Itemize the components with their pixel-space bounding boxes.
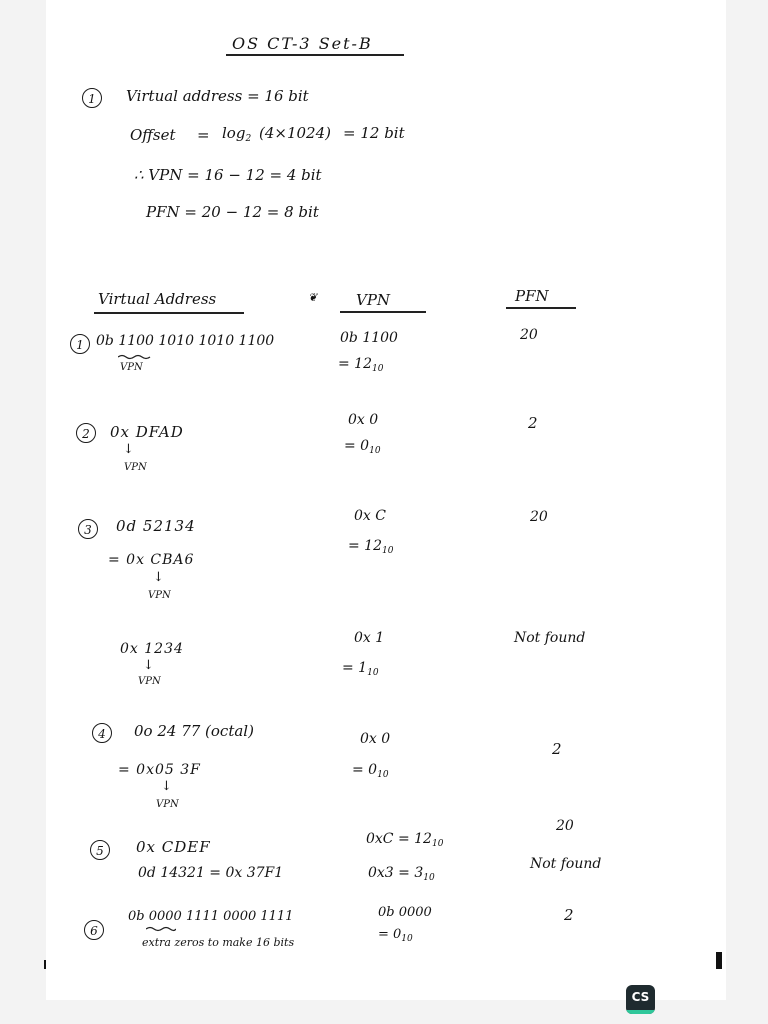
- row6-vpn-base: 10: [401, 934, 413, 944]
- q1-pfn-line: PFN = 20 − 12 = 8 bit: [146, 203, 319, 221]
- title-underline: [226, 54, 404, 56]
- row4-arrow: ↓: [161, 779, 172, 794]
- q1-offset-log: $\log_2$: [222, 124, 252, 144]
- row5-pfn2: Not found: [530, 856, 602, 872]
- row1-virtual-address: 0b 1100 1010 1010 1100: [96, 333, 275, 349]
- row1-squiggle: [118, 354, 152, 360]
- row1-vpn-line1: 0b 1100: [340, 330, 398, 346]
- row3-arrow: ↓: [153, 570, 164, 585]
- row4-vpn-note: VPN: [156, 799, 179, 810]
- row3b-vpn-note: VPN: [138, 676, 161, 687]
- row6-vpn-line1: 0b 0000: [378, 905, 432, 920]
- row1-vpn-base: 10: [372, 364, 384, 374]
- row6-pfn: 2: [564, 906, 574, 924]
- scan-mark-left: [44, 960, 46, 969]
- row3-vpn-line1: 0x C: [354, 508, 386, 524]
- row3b-arrow: ↓: [143, 658, 154, 673]
- header-vpn-underline: [340, 311, 426, 313]
- row5-virtual-address: 0x CDEF: [136, 838, 211, 856]
- row5-vpn-line1: $0xC = 12_{10}$: [366, 831, 444, 849]
- row6-squiggle: [146, 926, 176, 932]
- q1-vpn-line: ∴ VPN = 16 − 12 = 4 bit: [134, 166, 322, 184]
- row1-vpn-note: VPN: [120, 362, 143, 373]
- row2-virtual-address: 0x DFAD: [110, 423, 184, 441]
- header-vpn: VPN: [356, 291, 391, 309]
- q1-number-circle: 1: [82, 88, 102, 108]
- row5-pfn: 20: [556, 818, 574, 834]
- scan-mark-right: [716, 952, 722, 969]
- row3b-vpn-base: 10: [367, 668, 379, 678]
- row3-pfn: 20: [530, 509, 548, 525]
- row4-number-circle: 4: [92, 723, 112, 743]
- row5-va-conversion: 0d 14321 = 0x 37F1: [138, 865, 284, 881]
- header-virtual-address: Virtual Address: [98, 290, 217, 308]
- q1-offset-result: = 12 bit: [343, 124, 405, 142]
- row3b-pfn: Not found: [514, 630, 586, 646]
- q1-virtual-address: Virtual address = 16 bit: [126, 87, 309, 105]
- row6-virtual-address: 0b 0000 1111 0000 1111: [128, 909, 294, 924]
- header-pfn-underline: [506, 307, 576, 309]
- row2-vpn-line1: 0x 0: [348, 412, 379, 428]
- camscanner-logo: CS: [626, 985, 655, 1014]
- q1-offset-arg: (4×1024): [259, 124, 331, 142]
- row4-vpn-line2: = $0_{10}$: [352, 762, 389, 780]
- row1-number-circle: 1: [70, 334, 90, 354]
- row4-pfn: 2: [552, 740, 562, 758]
- row2-vpn-base: 10: [369, 446, 381, 456]
- row2-pfn: 2: [528, 414, 538, 432]
- row3-number-circle: 3: [78, 519, 98, 539]
- row5-vpn-line2: $0x3 = 3_{10}$: [368, 865, 435, 883]
- row4-vpn-base: 10: [377, 770, 389, 780]
- q1-offset-label: Offset: [130, 126, 176, 144]
- row3b-vpn-line2: = $1_{10}$: [342, 660, 379, 678]
- row2-number-circle: 2: [76, 423, 96, 443]
- row3b-vpn-line1: 0x 1: [354, 630, 385, 646]
- header-virtual-address-underline: [94, 312, 244, 314]
- row2-vpn-line2: = $0_{10}$: [344, 438, 381, 456]
- row5-vpn-base1: 10: [431, 839, 444, 849]
- page-title: OS CT-3 Set-B: [232, 34, 373, 53]
- row3-vpn-note: VPN: [148, 590, 171, 601]
- row3-va-conversion: = 0x CBA6: [108, 552, 195, 568]
- row4-va-conversion: = 0x05 3F: [118, 762, 201, 778]
- row4-virtual-address: 0o 24 77 (octal): [134, 722, 254, 740]
- row2-arrow: ↓: [123, 442, 134, 457]
- header-pfn: PFN: [515, 287, 549, 305]
- q1-offset-eq: =: [197, 126, 210, 144]
- row5-vpn-base2: 10: [423, 873, 435, 883]
- row6-note: extra zeros to make 16 bits: [142, 936, 295, 949]
- q1-offset-log-base: 2: [245, 134, 252, 144]
- row3-vpn-base: 10: [382, 546, 394, 556]
- row3b-virtual-address: 0x 1234: [120, 641, 184, 657]
- row2-vpn-note: VPN: [124, 462, 147, 473]
- row1-vpn-line2: = $12_{10}$: [338, 356, 384, 374]
- row1-pfn: 20: [520, 327, 538, 343]
- stray-mark: ❦: [308, 291, 318, 304]
- row5-number-circle: 5: [90, 840, 110, 860]
- row6-vpn-line2: = $0_{10}$: [378, 927, 413, 944]
- row4-vpn-line1: 0x 0: [360, 731, 391, 747]
- row3-virtual-address: 0d 52134: [116, 517, 196, 535]
- row6-number-circle: 6: [84, 920, 104, 940]
- row3-vpn-line2: = $12_{10}$: [348, 538, 394, 556]
